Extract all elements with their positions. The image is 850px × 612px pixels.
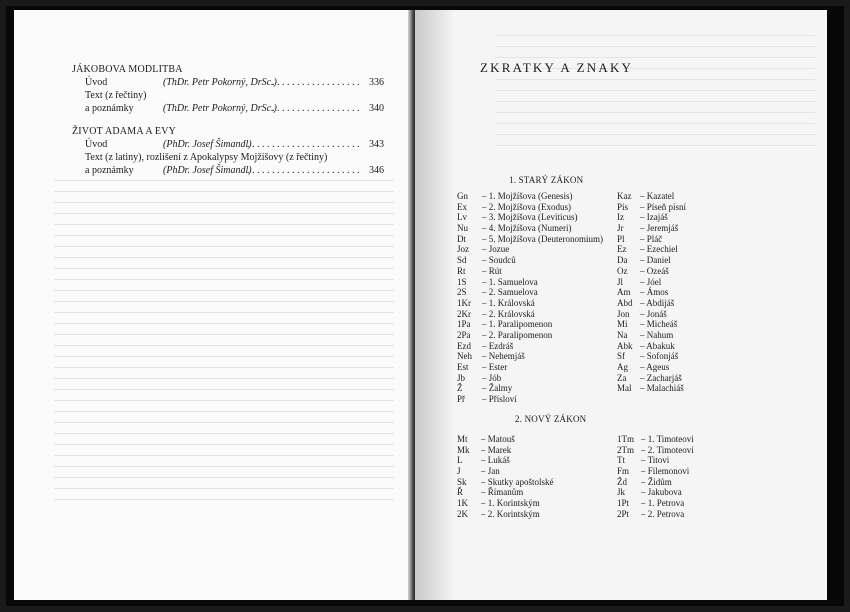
show-through-text <box>495 35 815 155</box>
toc-page-number: 336 <box>369 77 384 88</box>
book-name: – Lukáš <box>481 455 510 466</box>
book-name: – 2. Samuelova <box>482 287 538 298</box>
show-through-text <box>54 180 394 510</box>
new-testament-list-right <box>617 434 727 520</box>
abbreviation-row <box>617 212 727 223</box>
abbreviation-row <box>617 298 727 309</box>
abbreviation-row <box>457 487 617 498</box>
book-name: – Sofonjáš <box>640 351 679 362</box>
abbreviation-row <box>617 234 727 245</box>
book-name: – Židům <box>641 476 672 487</box>
book-name: – Jonáš <box>640 308 667 319</box>
abbreviation: Tt <box>617 455 625 466</box>
abbreviation-row <box>457 309 617 320</box>
abbreviation: Am <box>617 287 631 298</box>
table-of-contents <box>72 63 384 177</box>
abbreviation-row <box>457 330 617 341</box>
book-name: – Ester <box>482 362 508 372</box>
abbreviation: 1Pa <box>457 319 471 330</box>
toc-row <box>72 164 384 177</box>
toc-page-number: 340 <box>369 103 384 114</box>
abbreviation: Joz <box>457 244 469 255</box>
abbreviation-row <box>617 509 727 520</box>
book-name: – 2. Korintským <box>481 508 540 519</box>
abbreviation-row <box>457 509 617 520</box>
book-name: – Daniel <box>640 255 671 266</box>
book-name: – Skutky apoštolské <box>481 476 554 487</box>
abbreviation: Ex <box>457 201 467 212</box>
book-name: – 1. Královská <box>482 297 535 308</box>
abbreviation: 2S <box>457 287 467 298</box>
abbreviation-row <box>457 498 617 509</box>
abbreviation: J <box>457 466 461 477</box>
book-name: – 1. Petrova <box>641 498 685 509</box>
book-name: – 4. Mojžíšova (Numeri) <box>482 223 572 234</box>
toc-leader-dots: . . . . . . . . . . . . . . . . . . <box>272 103 360 114</box>
book-name: – 1. Samuelova <box>482 276 538 287</box>
toc-row-author: (ThDr. Petr Pokorný, DrSc.) <box>163 77 277 88</box>
book-name: – 2. Královská <box>482 308 535 319</box>
abbreviation: Est <box>457 362 469 372</box>
abbreviation: 2K <box>457 508 468 519</box>
abbreviation-row <box>617 498 727 509</box>
abbreviation-row <box>457 394 617 405</box>
abbreviation-row <box>457 244 617 255</box>
book-name: – Soudců <box>482 255 516 266</box>
book-name: – Abdijáš <box>640 297 675 308</box>
book-name: – 2. Petrova <box>641 508 685 519</box>
toc-row-label: Úvod <box>85 139 108 150</box>
abbreviation-row <box>457 223 617 234</box>
toc-heading: JÁKOBOVA MODLITBA <box>72 64 183 75</box>
toc-page-number: 346 <box>369 165 384 176</box>
abbreviation-row <box>457 351 617 362</box>
abbreviation-row <box>457 255 617 266</box>
abbreviation: Fm <box>617 466 630 477</box>
abbreviation: Neh <box>457 351 472 362</box>
abbreviation: Pís <box>617 201 629 212</box>
book-name: – Abakuk <box>640 340 675 351</box>
abbreviation: Ž <box>457 383 463 394</box>
abbreviation-row <box>457 445 617 456</box>
book-name: – Micheáš <box>640 319 678 330</box>
toc-row-label: a poznámky <box>85 165 134 176</box>
book-name: – Jób <box>482 372 502 383</box>
abbreviation-row <box>457 234 617 245</box>
toc-leader-dots: . . . . . . . . . . . . . . . . . . . . . . . <box>247 165 360 176</box>
abbreviation-row <box>457 191 617 202</box>
abbreviation-row <box>617 455 727 466</box>
abbreviation: Iz <box>617 212 624 223</box>
toc-row <box>72 89 384 102</box>
abbreviation: Žd <box>617 476 627 487</box>
book-name: – Jozue <box>482 244 510 255</box>
abbreviation-row <box>457 383 617 394</box>
abbreviation: Abk <box>617 340 633 351</box>
abbreviation: Ř <box>457 487 464 498</box>
book-name: – Ezdráš <box>482 340 514 351</box>
book-name: – Filemonovi <box>641 466 690 477</box>
new-testament-heading: 2. NOVÝ ZÁKON <box>515 414 587 424</box>
book-name: – Kazatel <box>640 191 675 201</box>
abbreviation: Lv <box>457 212 467 223</box>
abbreviation-row <box>617 362 727 373</box>
abbreviation-row <box>617 351 727 362</box>
book-name: – Nahum <box>640 329 674 340</box>
abbreviation: Jb <box>457 372 466 383</box>
abbreviation-row <box>457 277 617 288</box>
abbreviation-row <box>457 362 617 373</box>
abbreviation: Za <box>617 372 627 383</box>
book-name: – Nehemjáš <box>482 351 525 362</box>
book-name: – 3. Mojžíšova (Leviticus) <box>482 212 578 223</box>
abbreviation-row <box>617 373 727 384</box>
toc-row <box>72 76 384 89</box>
abbreviation: Př <box>457 394 466 405</box>
abbreviation-row <box>617 466 727 477</box>
abbreviation-row <box>457 287 617 298</box>
abbreviation-row <box>617 487 727 498</box>
abbreviation: Pl <box>617 233 625 244</box>
book-name: – 2. Timoteovi <box>641 444 694 455</box>
abbreviation: Na <box>617 329 628 340</box>
book-name: – Jóel <box>640 276 662 287</box>
book-name: – Marek <box>481 444 512 455</box>
abbreviation-row <box>457 266 617 277</box>
abbreviation: Oz <box>617 265 628 276</box>
abbreviation: Jon <box>617 308 630 319</box>
book-name: – Jan <box>481 466 500 477</box>
abbreviation: Ezd <box>457 340 471 351</box>
book-name: – 2. Paralipomenon <box>482 329 553 340</box>
book-name: – 1. Paralipomenon <box>482 319 553 330</box>
abbreviation-row <box>457 341 617 352</box>
abbreviation-row <box>617 191 727 202</box>
abbreviation-row <box>617 330 727 341</box>
abbreviation: Sf <box>617 351 626 362</box>
abbreviation-row <box>457 434 617 445</box>
toc-row-label: a poznámky <box>85 103 134 114</box>
abbreviation: Jk <box>617 487 626 498</box>
abbreviation: Mt <box>457 434 468 444</box>
new-testament-list-left <box>457 434 617 520</box>
abbreviation: Kaz <box>617 191 632 201</box>
book-name: – Ámos <box>640 287 669 298</box>
abbreviation-row <box>617 266 727 277</box>
book-name: – Ageus <box>640 362 670 372</box>
abbreviation: Nu <box>457 223 468 234</box>
book-name: – Ezechiel <box>640 244 678 255</box>
abbreviation-row <box>617 319 727 330</box>
abbreviation: Rt <box>457 265 466 276</box>
abbreviation: Ez <box>617 244 627 255</box>
abbreviation-row <box>617 287 727 298</box>
abbreviation: Sk <box>457 476 467 487</box>
book-name: – Píseň písní <box>640 201 687 212</box>
abbreviation-row <box>457 373 617 384</box>
abbreviation: Mi <box>617 319 628 330</box>
book-name: – Izajáš <box>640 212 668 223</box>
abbreviation-row <box>457 319 617 330</box>
abbreviation: Mk <box>457 444 470 455</box>
book-name: – 1. Timoteovi <box>641 434 694 444</box>
book-name: – 1. Korintským <box>481 498 540 509</box>
toc-page-number: 343 <box>369 139 384 150</box>
toc-row-label: Text (z řečtiny) <box>85 90 147 101</box>
book-name: – Žalmy <box>482 383 513 394</box>
abbreviation-row <box>617 202 727 213</box>
book-name: – Malachiáš <box>640 383 684 394</box>
book-name: – 5. Mojžíšova (Deuteronomium) <box>482 233 603 244</box>
abbreviation-row <box>617 255 727 266</box>
toc-row <box>72 151 384 164</box>
book-name: – Matouš <box>481 434 515 444</box>
book-name: – Ozeáš <box>640 265 669 276</box>
abbreviation-row <box>457 466 617 477</box>
gutter-shadow <box>415 10 455 600</box>
book-name: – 1. Mojžíšova (Genesis) <box>482 191 573 201</box>
abbreviation-row <box>617 477 727 488</box>
toc-row-author: (PhDr. Josef Šimandl) <box>163 165 252 176</box>
abbreviation: 2Kr <box>457 308 471 319</box>
abbreviation: Mal <box>617 383 632 394</box>
book-name: – Jakubova <box>641 487 682 498</box>
abbreviation: 1Pt <box>617 498 630 509</box>
abbreviation: Jr <box>617 223 624 234</box>
abbreviation: 1K <box>457 498 468 509</box>
toc-row-label: Text (z latiny), rozlišení z Apokalypsy Mojžíšovy (z řečtiny) <box>85 152 328 163</box>
abbreviation-row <box>457 202 617 213</box>
abbreviation: 2Pa <box>457 329 471 340</box>
abbreviation: Dt <box>457 233 466 244</box>
abbreviation-row <box>457 455 617 466</box>
abbreviation-row <box>617 309 727 320</box>
toc-row <box>72 102 384 115</box>
abbreviation-row <box>457 298 617 309</box>
abbreviation: Sd <box>457 255 467 266</box>
abbreviation: Gn <box>457 191 468 201</box>
abbreviation-row <box>617 244 727 255</box>
toc-row-author: (PhDr. Josef Šimandl) <box>163 139 252 150</box>
book-name: – Zacharjáš <box>640 372 682 383</box>
book-name: – Pláč <box>640 233 663 244</box>
abbreviation: 1Kr <box>457 297 471 308</box>
abbreviation: 1Tm <box>617 434 634 444</box>
abbreviation: Abd <box>617 297 633 308</box>
toc-row-author: (ThDr. Petr Pokorný, DrSc.) <box>163 103 277 114</box>
book-name: – Římanům <box>481 487 524 498</box>
abbreviation-row <box>457 477 617 488</box>
book-name: – Titovi <box>641 455 670 466</box>
abbreviation: 1S <box>457 276 467 287</box>
abbreviation: Da <box>617 255 628 266</box>
abbreviation-row <box>617 341 727 352</box>
toc-heading: ŽIVOT ADAMA A EVY <box>72 126 177 137</box>
old-testament-list-right <box>617 191 727 394</box>
abbreviation-row <box>617 383 727 394</box>
book-name: – Jeremjáš <box>640 223 679 234</box>
old-testament-list-left <box>457 191 617 405</box>
abbreviation: L <box>457 455 463 466</box>
toc-row-label: Úvod <box>85 77 108 88</box>
toc-leader-dots: . . . . . . . . . . . . . . . . . . . . . . . <box>247 139 360 150</box>
abbreviation: Ag <box>617 362 628 372</box>
abbreviation-row <box>617 223 727 234</box>
abbreviation: 2Tm <box>617 444 634 455</box>
abbreviation: 2Pt <box>617 508 630 519</box>
abbreviation-row <box>617 445 727 456</box>
abbreviation-row <box>457 212 617 223</box>
abbreviation-row <box>617 434 727 445</box>
abbreviation: Jl <box>617 276 624 287</box>
old-testament-heading: 1. STARÝ ZÁKON <box>509 175 584 185</box>
toc-row <box>72 138 384 151</box>
page-title: ZKRATKY A ZNAKY <box>480 60 634 75</box>
abbreviation-row <box>617 277 727 288</box>
book-name: – Přísloví <box>482 394 517 405</box>
book-name: – 2. Mojžíšova (Exodus) <box>482 201 571 212</box>
toc-leader-dots: . . . . . . . . . . . . . . . . . . <box>272 77 360 88</box>
book-name: – Rút <box>482 265 502 276</box>
